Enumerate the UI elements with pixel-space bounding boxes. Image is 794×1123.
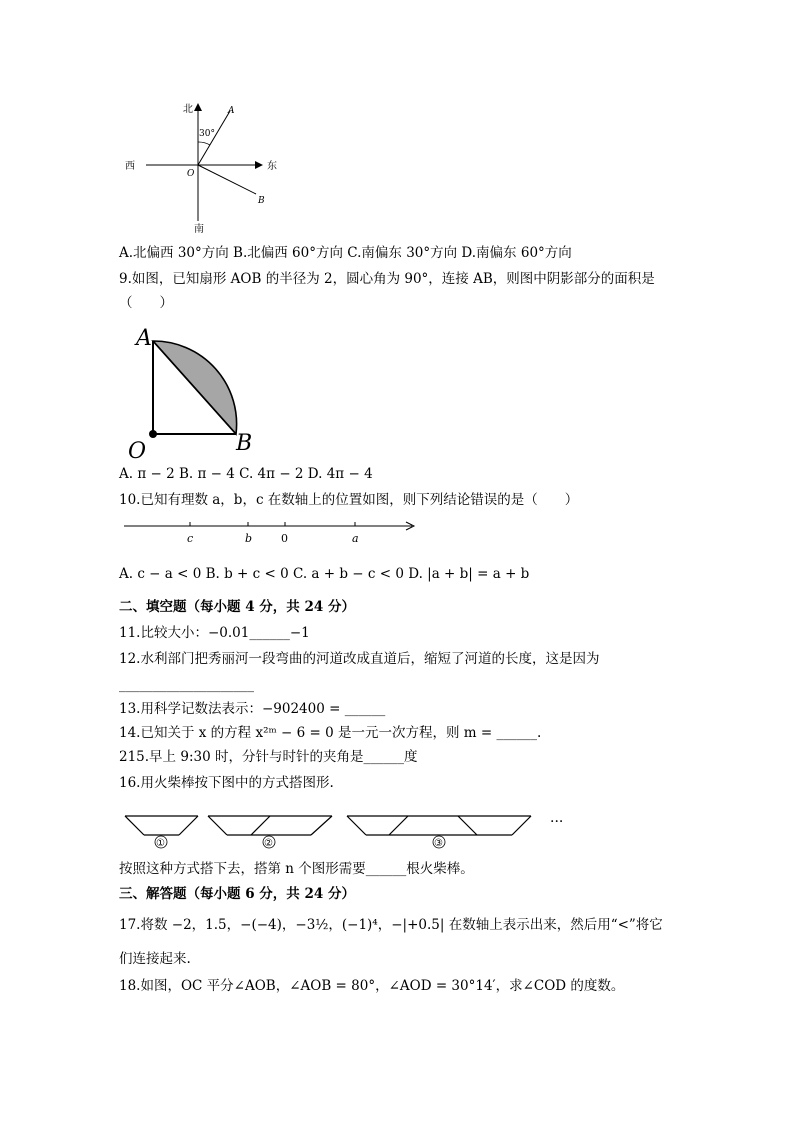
figure-2	[208, 816, 332, 835]
section-3-heading: 三、解答题（每小题 6 分，共 24 分）	[119, 886, 355, 902]
origin-label: O	[187, 169, 195, 179]
label-zero: 0	[281, 532, 288, 545]
figure-2-label: ②	[264, 838, 273, 849]
q9-stem: 9.如图，已知扇形 AOB 的半径为 2，圆心角为 90°，连接 AB，则图中阴影部分的面积是	[119, 271, 655, 287]
label-a: A	[136, 326, 152, 351]
number-line	[120, 516, 420, 550]
ray-ob	[198, 165, 256, 194]
label-b: b	[245, 532, 253, 545]
west-label: 西	[125, 161, 135, 172]
angle-label: 30°	[199, 129, 215, 139]
sector-figure	[125, 320, 265, 460]
label-o: O	[128, 439, 147, 460]
point-b-label: B	[258, 196, 265, 206]
figure-1-label: ①	[156, 838, 165, 849]
q16-tail: 按照这种方式搭下去，搭第 n 个图形需要______根火柴棒。	[119, 861, 474, 877]
label-a: a	[352, 532, 359, 545]
q9-options: A. π − 2 B. π − 4 C. 4π − 2 D. 4π − 4	[119, 466, 373, 482]
q15: 215.早上 9:30 时，分针与时针的夹角是______度	[119, 749, 418, 765]
angle-arc	[198, 142, 210, 145]
figure-3	[347, 816, 531, 835]
q12-blank: ____________________	[119, 677, 254, 693]
q16: 16.用火柴棒按下图中的方式搭图形.	[119, 775, 334, 791]
q12: 12.水利部门把秀丽河一段弯曲的河道改成直道后，缩短了河道的长度，这是因为	[119, 651, 600, 667]
q13: 13.用科学记数法表示：−902400 = ______	[119, 701, 386, 717]
q18: 18.如图，OC 平分∠AOB，∠AOB = 80°，∠AOD = 30°14′，求∠COD 的度数。	[119, 978, 625, 994]
ellipsis: ···	[550, 814, 564, 830]
south-label: 南	[194, 224, 204, 235]
figure-1	[125, 816, 198, 835]
point-a-label: A	[228, 106, 235, 116]
q8-options: A.北偏西 30°方向 B.北偏西 60°方向 C.南偏东 30°方向 D.南偏东 60°方向	[119, 245, 572, 261]
label-b: B	[236, 431, 253, 456]
q11: 11.比较大小：−0.01______−1	[119, 625, 310, 641]
north-label: 北	[183, 104, 193, 115]
compass-figure	[120, 96, 290, 236]
q10-stem: 10.已知有理数 a，b，c 在数轴上的位置如图，则下列结论错误的是（ ）	[119, 492, 579, 508]
q10-options: A. c − a < 0 B. b + c < 0 C. a + b − c < 0 D. |a + b| = a + b	[119, 566, 530, 582]
figure-3-label: ③	[434, 838, 443, 849]
label-c: c	[187, 532, 194, 545]
q9-paren: （ ）	[119, 295, 173, 311]
east-label: 东	[267, 161, 277, 172]
matchstick-figures	[120, 808, 580, 850]
section-2-heading: 二、填空题（每小题 4 分，共 24 分）	[119, 599, 355, 615]
center-dot	[149, 430, 157, 438]
q17-line1: 17.将数 −2，1.5，−(−4)，−3½，(−1)⁴，−|+0.5| 在数轴上表示出来，然后用“<”将它	[119, 917, 663, 933]
q14: 14.已知关于 x 的方程 x²ᵐ − 6 = 0 是一元一次方程，则 m = ______.	[119, 725, 542, 741]
q17-line2: 们连接起来.	[119, 951, 191, 967]
